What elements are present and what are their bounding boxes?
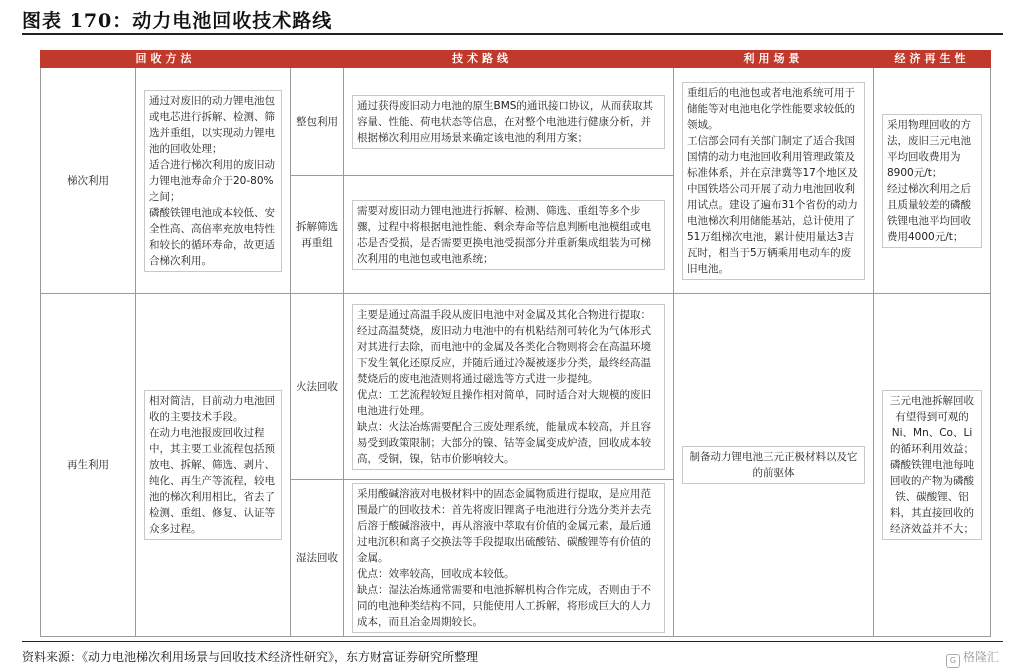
route-text-content: 采用酸碱溶液对电极材料中的固态金属物质进行提取，是应用范围最广的回收技术：首先将废旧锂离子电池进行分选分类并去壳后溶于酸碱溶液中，再从溶液中萃取有价值的金属元素，最后通过电沉积和离子交换法等手段提取出硫酸钴、碳酸锂等有价值的金属。 优点：效率较高，回收成本较低。 缺点：湿法冶炼通常需要和电池拆解机构合作完成，否则由于不同的电池种类结构不同，只能使用人工拆解，将形成巨大的人力成本，而且冶金周期较长。 xyxy=(352,483,665,633)
economics-cascade-text: 采用物理回收的方法，废旧三元电池平均回收费用为8900元/t； 经过梯次利用之后且质量较差的磷酸铁锂电池平均回收费用4000元/t； xyxy=(882,114,982,248)
scene-cascade xyxy=(674,68,874,294)
header-economics: 经济再生性 xyxy=(874,51,991,68)
method-cascade-text: 通过对废旧的动力锂电池包或电芯进行拆解、检测、筛选并重组，以实现动力锂电池的回收处理； 适合进行梯次利用的废旧动力锂电池寿命介于20-80%之间； 磷酸铁锂电池成本较低、安全性高、高倍率充放电特性和较长的循环寿命，故更适合梯次利用。 xyxy=(144,90,282,272)
header-scene: 利用场景 xyxy=(674,51,874,68)
economics-recycle-text: 三元电池拆解回收有望得到可观的Ni、Mn、Co、Li的循环利用效益；磷酸铁锂电池每吨回收的产物为磷酸铁、碳酸锂、铝料，其直接回收的经济效益并不大； xyxy=(882,390,982,540)
header-method: 回收方法 xyxy=(41,51,291,68)
route-text xyxy=(344,480,674,637)
economics-recycle xyxy=(874,294,991,637)
watermark-logo-icon: G xyxy=(946,654,960,668)
route-text-content: 主要是通过高温手段从废旧电池中对金属及其化合物进行提取：经过高温焚烧，废旧动力电池中的有机粘结剂可转化为气体形式对其进行去除，而电池中的金属及各类化合物则将会在高温环境下发生氧化还原反应，并随后通过冷凝被逐步分类，最终经高温焚烧后的废电池渣则将通过磁选等方式进一步提纯。 优点：工艺流程较短且操作相对简单，同时适合对大规模的废旧电池进行处理。 缺点：火法冶炼需要配合三废处理系统，能量成本较高，并且容易受到政策限制；大部分的镍、钴等金属变成炉渣，回收成本较高，受铜，镍，钴市价影响较大。 xyxy=(352,304,665,470)
header-route: 技术路线 xyxy=(291,51,674,68)
route-text xyxy=(344,294,674,480)
scene-recycle xyxy=(674,294,874,637)
route-text xyxy=(344,176,674,294)
recycling-routes-table xyxy=(40,50,991,637)
route-text xyxy=(344,68,674,176)
title-divider xyxy=(22,33,1003,35)
route-name: 火法回收 xyxy=(291,294,344,480)
route-name: 拆解筛选再重组 xyxy=(291,176,344,294)
route-name: 整包利用 xyxy=(291,68,344,176)
scene-cascade-text: 重组后的电池包或者电池系统可用于储能等对电池电化学性能要求较低的领域。 工信部会同有关部门制定了适合我国国情的动力电池回收利用管理政策及标准体系，并在京津冀等17个地区及中国铁塔公司开展了动力电池回收利用试点。建设了遍布31个省份的动力电池梯次利用储能基站，总计使用了51万组梯次电池，累计使用量达3吉瓦时，相当于5万辆乘用电动车的废旧电池。 xyxy=(682,82,865,280)
figure-title: 图表 170：动力电池回收技术路线 xyxy=(22,10,333,32)
economics-cascade xyxy=(874,68,991,294)
source-divider xyxy=(22,641,1003,642)
source-note: 资料来源：《动力电池梯次利用场景与回收技术经济性研究》，东方财富证券研究所整理 xyxy=(22,650,479,664)
table-row xyxy=(41,68,991,176)
route-text-content: 需要对废旧动力锂电池进行拆解、检测、筛选、重组等多个步骤，过程中将根据电池性能、剩余寿命等信息判断电池模组或电芯是否受损，是否需要更换电池受损部分并重新集成组装为可梯次利用的电池包或电池系统； xyxy=(352,200,665,270)
watermark-text: 格隆汇 xyxy=(962,650,999,664)
category-recycle: 再生利用 xyxy=(41,294,136,637)
category-cascade: 梯次利用 xyxy=(41,68,136,294)
watermark xyxy=(946,648,999,668)
table-row xyxy=(41,294,991,480)
method-recycle xyxy=(136,294,291,637)
method-recycle-text: 相对简洁，目前动力电池回收的主要技术手段。 在动力电池报废回收过程中，其主要工业流程包括预放电、拆解、筛选、剥片、纯化、再生产等流程，较电池的梯次利用相比，省去了检测、重组、修复、认证等众多过程。 xyxy=(144,390,282,540)
route-text-content: 通过获得废旧动力电池的原生BMS的通讯接口协议，从而获取其容量、性能、荷电状态等信息，在对整个电池进行健康分析，并根据梯次利用应用场景来确定该电池的利用方案； xyxy=(352,95,665,149)
route-name: 湿法回收 xyxy=(291,480,344,637)
method-cascade xyxy=(136,68,291,294)
scene-recycle-text: 制备动力锂电池三元正极材料以及它的前驱体 xyxy=(682,446,865,484)
table-header-row xyxy=(41,51,991,68)
